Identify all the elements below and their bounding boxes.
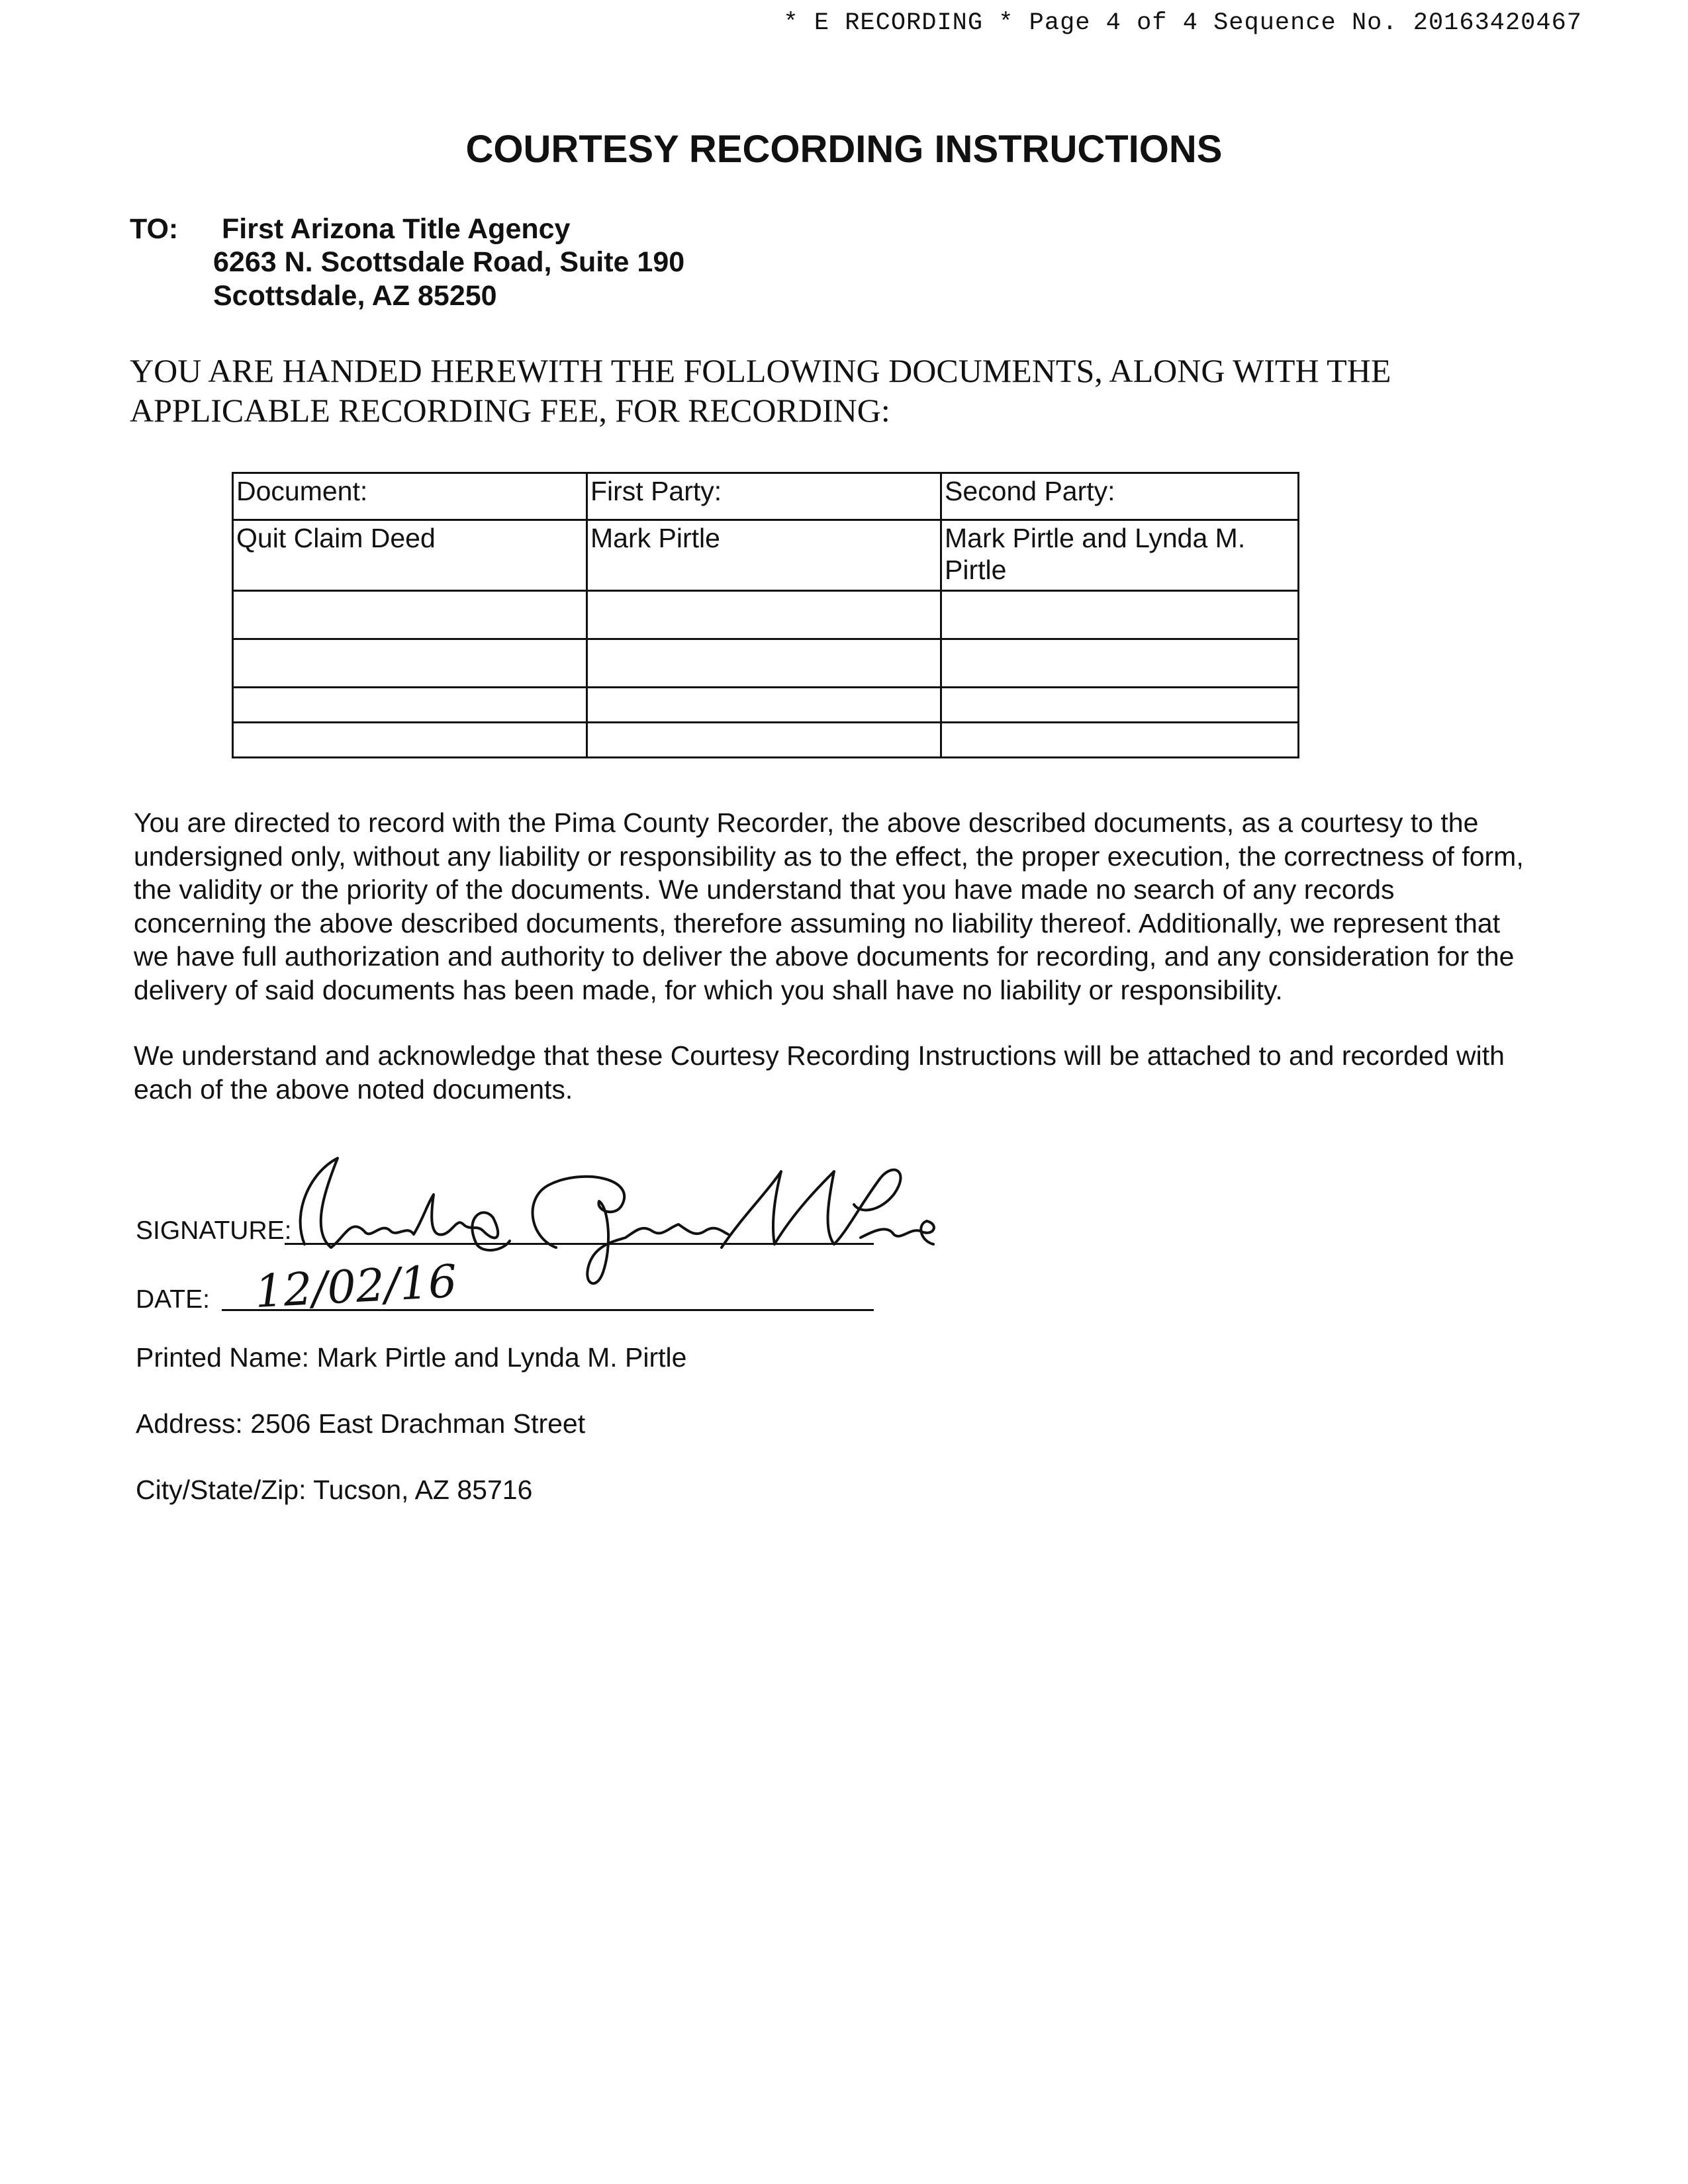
cell-first-party — [587, 688, 941, 723]
acknowledgement-paragraph: We understand and acknowledge that these Courtesy Recording Instructions will be attached to and recorded with each of the above noted documents. — [134, 1040, 1505, 1105]
header-second-party: Second Party: — [941, 473, 1299, 520]
recipient-street: 6263 N. Scottsdale Road, Suite 190 — [213, 246, 685, 278]
cell-first-party — [587, 639, 941, 688]
handwritten-date: 12/02/16 — [254, 1255, 459, 1318]
table-header-row — [233, 473, 1299, 520]
recording-stamp-header: * E RECORDING * Page 4 of 4 Sequence No. 20163420467 — [783, 9, 1582, 37]
to-label: TO: — [130, 213, 179, 245]
signature-label: SIGNATURE: — [136, 1216, 292, 1245]
table-row — [233, 639, 1299, 688]
documents-table — [232, 472, 1299, 758]
city-state-zip: City/State/Zip: Tucson, AZ 85716 — [136, 1475, 533, 1505]
header-first-party: First Party: — [587, 473, 941, 520]
instructions-paragraph: You are directed to record with the Pima County Recorder, the above described documents, as a courtesy to the undersigned only, without any liability or responsibility as to the effect, the proper execution, the correctness of form, the validity or the priority of the documents. We understand that you have made no search of any records concerning the above described documents, therefore assuming no liability thereof. Additionally, we represent that we have full authorization and authority to deliver the above documents for recording, and any consideration for the delivery of said documents has been made, for which you shall have no liability or responsibility. — [134, 807, 1524, 1005]
cell-first-party — [587, 723, 941, 758]
cell-second-party — [941, 591, 1299, 639]
recipient-name: First Arizona Title Agency — [222, 213, 571, 245]
cell-second-party: Mark Pirtle and Lynda M. Pirtle — [941, 520, 1299, 591]
cell-second-party — [941, 639, 1299, 688]
cell-document — [233, 591, 587, 639]
page-title: COURTESY RECORDING INSTRUCTIONS — [465, 128, 1223, 171]
cell-document — [233, 723, 587, 758]
header-document: Document: — [233, 473, 587, 520]
printed-name: Printed Name: Mark Pirtle and Lynda M. Pirtle — [136, 1342, 687, 1373]
address: Address: 2506 East Drachman Street — [136, 1408, 586, 1439]
date-label: DATE: — [136, 1285, 210, 1314]
cell-first-party: Mark Pirtle — [587, 520, 941, 591]
cell-second-party — [941, 723, 1299, 758]
table-row — [233, 688, 1299, 723]
cell-first-party — [587, 591, 941, 639]
handed-herewith-text: YOU ARE HANDED HEREWITH THE FOLLOWING DOCUMENTS, ALONG WITH THE APPLICABLE RECORDING FEE, FOR RECORDING: — [130, 352, 1391, 429]
recipient-city: Scottsdale, AZ 85250 — [213, 280, 497, 312]
cell-document — [233, 688, 587, 723]
table-row — [233, 591, 1299, 639]
table-row — [233, 723, 1299, 758]
table-row — [233, 520, 1299, 591]
cell-document — [233, 639, 587, 688]
cell-document: Quit Claim Deed — [233, 520, 587, 591]
cell-second-party — [941, 688, 1299, 723]
